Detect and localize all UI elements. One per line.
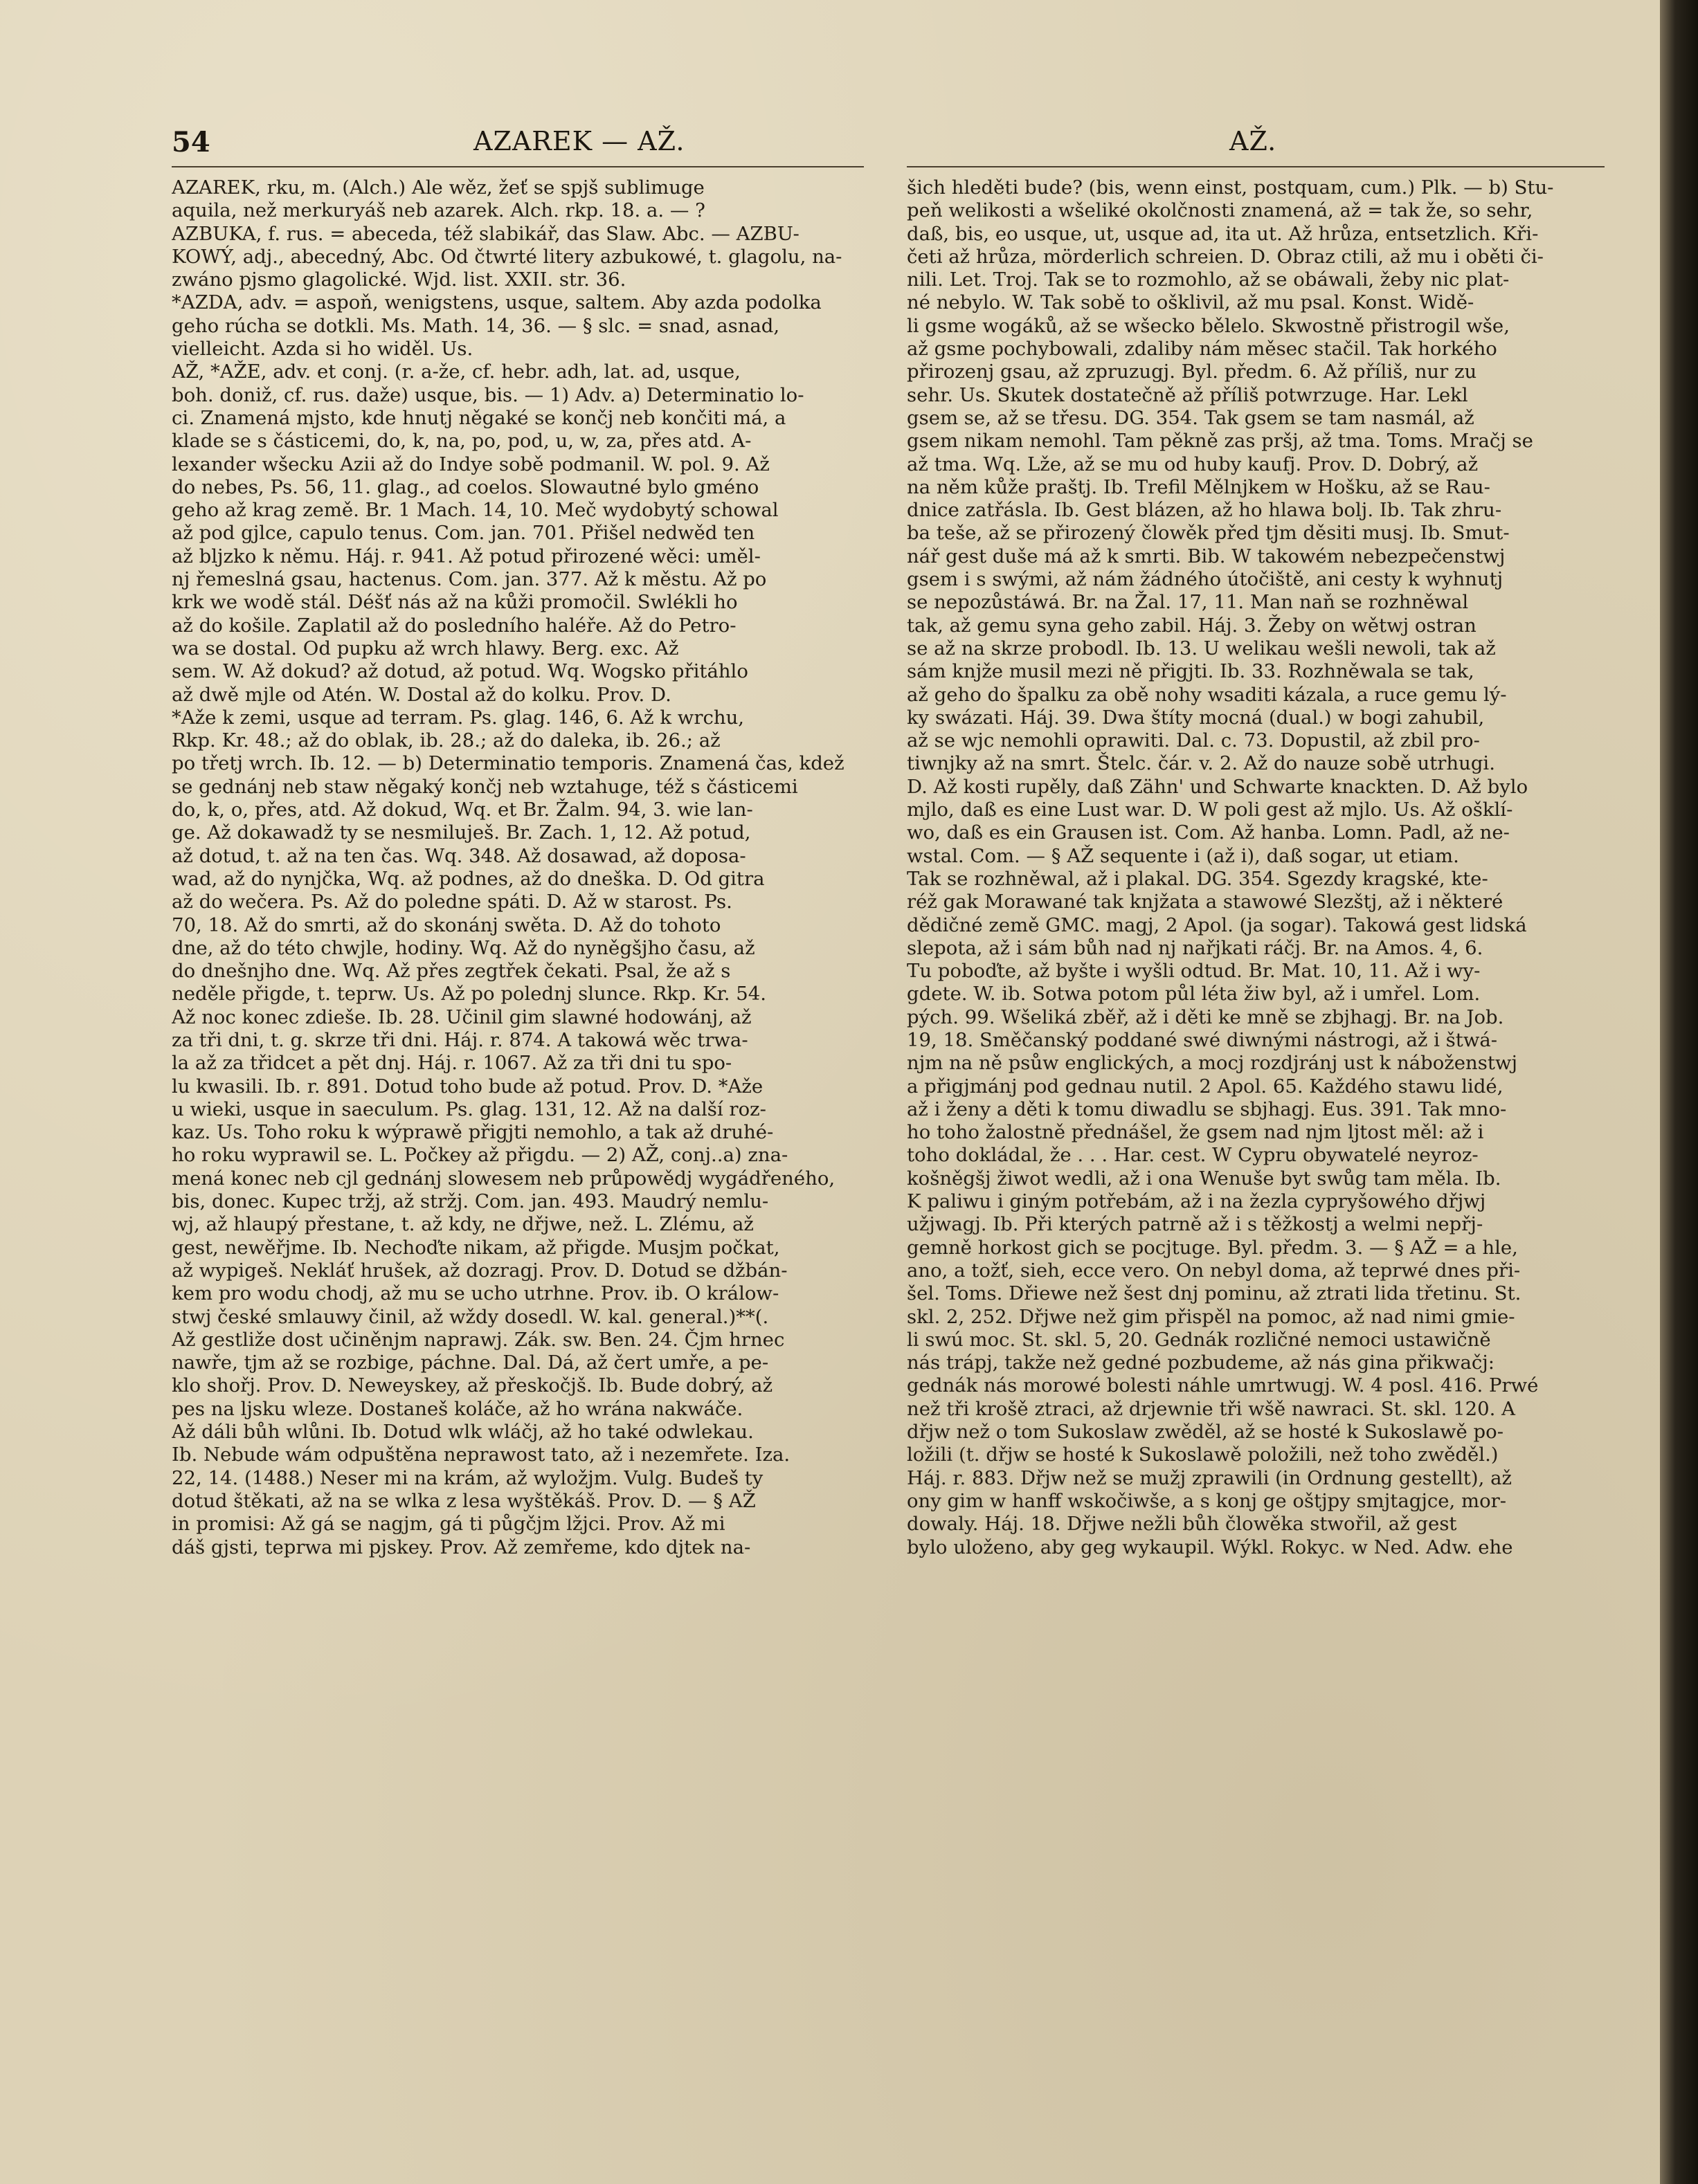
text-line: ci. Znamená mjsto, kde hnutj něgaké se končj neb končiti má, a	[172, 406, 786, 429]
text-line: Rkp. Kr. 48.; až do oblak, ib. 28.; až do daleka, ib. 26.; až	[172, 729, 721, 752]
text-line: njm na ně psůw englických, a mocj rozdjránj ust k náboženstwj	[907, 1052, 1517, 1075]
text-line: gsem se, až se třesu. DG. 354. Tak gsem se tam nasmál, až	[907, 406, 1474, 429]
text-line: až dwě mjle od Atén. W. Dostal až do kolku. Prov. D.	[172, 683, 671, 706]
text-line: než tři krošě ztraci, až drjewnie tři wšě nawraci. St. skl. 120. A	[907, 1397, 1515, 1420]
text-line: ho roku wyprawil se. L. Počkey až přigdu. — 2) AŽ, conj..a) zna-	[172, 1144, 788, 1167]
text-line: kem pro wodu chodj, až mu se ucho utrhne. Prov. ib. O králow-	[172, 1282, 779, 1305]
text-line: až tma. Wq. Lže, až se mu od huby kaufj. Prov. D. Dobrý, až	[907, 453, 1479, 475]
text-line: ba teše, až se přirozený člowěk před tjm děsiti musj. Ib. Smut-	[907, 522, 1510, 545]
text-line: se nepozůstáwá. Br. na Žal. 17, 11. Man naň se rozhněwal	[907, 591, 1469, 614]
text-line: po třetj wrch. Ib. 12. — b) Determinatio temporis. Znamená čas, kdež	[172, 752, 845, 775]
text-line: 70, 18. Až do smrti, až do skonánj swěta. D. Až do tohoto	[172, 913, 721, 936]
text-line: wo, daß es ein Grausen ist. Com. Až hanba. Lomn. Padl, až ne-	[907, 821, 1510, 844]
text-line: stwj české smlauwy činil, až wždy dosedl. W. kal. general.)**(.	[172, 1305, 769, 1328]
text-line: nawře, tjm až se rozbige, páchne. Dal. Dá, až čert umře, a pe-	[172, 1352, 769, 1374]
text-line: ložili (t. dřjw se hosté k Sukoslawě položili, než toho zwěděl.)	[907, 1444, 1499, 1466]
text-line: Až gestliže dost učiněnjm naprawj. Zák. sw. Ben. 24. Čjm hrnec	[172, 1328, 785, 1351]
text-line: tiwnjky až na smrt. Štelc. čár. v. 2. Až do nauze sobě utrhugi.	[907, 752, 1495, 775]
text-line: klo shořj. Prov. D. Neweyskey, až přeskočjš. Ib. Bude dobrý, až	[172, 1374, 773, 1397]
text-line: ge. Až dokawadž ty se nesmiluješ. Br. Zach. 1, 12. Až potud,	[172, 821, 751, 844]
text-line: tak, až gemu syna geho zabil. Háj. 3. Žeby on wětwj ostran	[907, 614, 1476, 637]
text-line: se gednánj neb staw něgaký končj neb wztahuge, též s částicemi	[172, 775, 798, 798]
text-line: až gsme pochybowali, zdaliby nám měsec stačil. Tak horkého	[907, 338, 1497, 361]
text-line: šel. Toms. Dřiewe než šest dnj pominu, až ztrati lida třetinu. St.	[907, 1282, 1521, 1305]
text-line: sehr. Us. Skutek dostatečně až příliš potwrzuge. Har. Lekl	[907, 383, 1468, 406]
text-line: aquila, než merkuryáš neb azarek. Alch. rkp. 18. a. — ?	[172, 199, 705, 222]
text-line: za tři dni, t. g. skrze tři dni. Háj. r. 874. A takowá wěc trwa-	[172, 1028, 748, 1051]
text-line: gsem i s swými, až nám žádného útočiště, ani cesty k wyhnutj	[907, 568, 1503, 591]
text-line: AŽ, *AŽE, adv. et conj. (r. a-že, cf. hebr. adh, lat. ad, usque,	[172, 361, 741, 383]
text-line: réž gak Morawané tak knjžata a stawowé Slezštj, až i některé	[907, 891, 1503, 913]
text-line: Až dáli bůh wlůni. Ib. Dotud wlk wláčj, až ho také odwlekau.	[172, 1421, 754, 1444]
text-line: se až na skrze probodl. Ib. 13. U welikau wešli newoli, tak až	[907, 637, 1496, 659]
text-line: AZAREK, rku, m. (Alch.) Ale wěz, žeť se spjš sublimuge	[172, 176, 705, 199]
text-line: bis, donec. Kupec tržj, až stržj. Com. jan. 493. Maudrý nemlu-	[172, 1190, 769, 1213]
text-line: dáš gjsti, teprwa mi pjskey. Prov. Až zemřeme, kdo djtek na-	[172, 1536, 751, 1558]
text-line: toho dokládal, že . . . Har. cest. W Cypru obywatelé neyroz-	[907, 1144, 1479, 1167]
text-line: AZBUKA, f. rus. = abeceda, též slabikář, das Slaw. Abc. — AZBU-	[172, 222, 800, 245]
text-line: dne, až do této chwjle, hodiny. Wq. Až do nyněgšjho času, až	[172, 936, 755, 959]
running-head-left: AZAREK — AŽ.	[473, 126, 685, 156]
text-line: a přigjmánj pod gednau nutil. 2 Apol. 65. Každého stawu lidé,	[907, 1075, 1503, 1098]
text-line: přirozenj gsau, až zpruzugj. Byl. předm. 6. Až příliš, nur zu	[907, 361, 1477, 383]
text-column-right	[907, 176, 1605, 2086]
text-line: až pod gjlce, capulo tenus. Com. jan. 701. Přišel nedwěd ten	[172, 522, 755, 545]
text-line: geho až krag země. Br. 1 Mach. 14, 10. Meč wydobytý schowal	[172, 499, 779, 522]
text-line: mjlo, daß es eine Lust war. D. W poli gest až mjlo. Us. Až ošklí-	[907, 799, 1513, 821]
text-line: do nebes, Ps. 56, 11. glag., ad coelos. Slowautné bylo gméno	[172, 475, 759, 498]
text-line: gsem nikam nemohl. Tam pěkně zas pršj, až tma. Toms. Mračj se	[907, 430, 1533, 453]
text-line: až geho do špalku za obě nohy wsaditi kázala, a ruce gemu lý-	[907, 683, 1507, 706]
text-line: dnice zatřásla. Ib. Gest blázen, až ho hlawa bolj. Ib. Tak zhru-	[907, 499, 1502, 522]
text-line: zwáno pjsmo glagolické. Wjd. list. XXII. str. 36.	[172, 269, 626, 291]
text-line: Tu poboďte, až byšte i wyšli odtud. Br. Mat. 10, 11. Až i wy-	[907, 960, 1481, 983]
text-line: košněgšj žiwot wedli, až i ona Wenuše byt swůg tam měla. Ib.	[907, 1167, 1501, 1190]
text-line: neděle přigde, t. teprw. Us. Až po polednj slunce. Rkp. Kr. 54.	[172, 983, 766, 1005]
text-line: užjwagj. Ib. Při kterých patrně až i s těžkostj a welmi nepřj-	[907, 1213, 1483, 1236]
text-line: Ib. Nebude wám odpuštěna neprawost tato, až i nezemřete. Iza.	[172, 1444, 791, 1466]
text-line: až bljzko k němu. Háj. r. 941. Až potud přirozené wěci: uměl-	[172, 545, 761, 567]
text-line: až do košile. Zaplatil až do posledního haléře. Až do Petro-	[172, 614, 737, 637]
text-line: na něm kůže praštj. Ib. Trefil Mělnjkem w Hošku, až se Rau-	[907, 475, 1490, 498]
text-line: wj, až hlaupý přestane, t. až kdy, ne dřjwe, než. L. Zlému, až	[172, 1213, 754, 1236]
text-line: četi až hrůza, mörderlich schreien. D. Obraz ctili, až mu i oběti či-	[907, 245, 1544, 268]
text-line: u wieki, usque in saeculum. Ps. glag. 131, 12. Až na další roz-	[172, 1098, 766, 1120]
text-line: nář gest duše má až k smrti. Bib. W takowém nebezpečenstwj	[907, 545, 1506, 567]
text-line: dotud štěkati, až na se wlka z lesa wyštěkáš. Prov. D. — § AŽ	[172, 1489, 756, 1512]
text-line: až dotud, t. až na ten čas. Wq. 348. Až dosawad, až doposa-	[172, 844, 746, 867]
text-line: nj řemeslná gsau, hactenus. Com. jan. 377. Až k městu. Až po	[172, 568, 767, 591]
text-line: né nebylo. W. Tak sobě to ošklivil, až mu psal. Konst. Widě-	[907, 291, 1474, 314]
text-line: peň welikosti a wšeliké okolčnosti znamená, až = tak že, so sehr,	[907, 199, 1533, 222]
text-line: sám knjže musil mezi ně přigjti. Ib. 33. Rozhněwala se tak,	[907, 660, 1474, 683]
text-line: do dnešnjho dne. Wq. Až přes zegtřek čekati. Psal, že až s	[172, 960, 731, 983]
text-line: nili. Let. Troj. Tak se to rozmohlo, až se obáwali, žeby nic plat-	[907, 269, 1510, 291]
text-line: dědičné země GMC. magj, 2 Apol. (ja sogar). Takowá gest lidská	[907, 913, 1527, 936]
text-line: 22, 14. (1488.) Neser mi na krám, až wyložjm. Vulg. Budeš ty	[172, 1466, 764, 1489]
text-line: gest, newěřjme. Ib. Nechoďte nikam, až přigde. Musjm počkat,	[172, 1236, 780, 1259]
text-line: krk we wodě stál. Déšť nás až na kůži promočil. Swlékli ho	[172, 591, 738, 614]
text-line: K paliwu i giným potřebám, až i na žezla cypryšowého dřjwj	[907, 1190, 1486, 1213]
text-line: 19, 18. Směčanský poddané swé diwnými nástrogi, až i štwá-	[907, 1028, 1498, 1051]
header-rule-right	[907, 166, 1605, 167]
text-line: Až noc konec zdieše. Ib. 28. Učinil gim slawné hodowánj, až	[172, 1005, 752, 1028]
text-line: dřjw než o tom Sukoslaw zwěděl, až se hosté k Sukoslawě po-	[907, 1421, 1503, 1444]
text-line: až wypigeš. Nekláť hrušek, až dozragj. Prov. D. Dotud se džbán-	[172, 1259, 788, 1282]
text-line: dowaly. Háj. 18. Dřjwe nežli bůh člowěka stwořil, až gest	[907, 1513, 1457, 1536]
text-line: vielleicht. Azda si ho widěl. Us.	[172, 338, 473, 361]
text-line: boh. doniž, cf. rus. daže) usque, bis. — 1) Adv. a) Determinatio lo-	[172, 383, 804, 406]
page-number: 54	[172, 126, 210, 158]
text-line: ky swázati. Háj. 39. Dwa štíty mocná (dual.) w bogi zahubil,	[907, 706, 1485, 729]
text-line: bylo uloženo, aby geg wykaupil. Wýkl. Rokyc. w Ned. Adw. ehe	[907, 1536, 1513, 1558]
text-line: *AZDA, adv. = aspoň, wenigstens, usque, saltem. Aby azda podolka	[172, 291, 822, 314]
text-line: ony gim w hanff wskočiwše, a s konj ge oštjpy smjtagjce, mor-	[907, 1489, 1507, 1512]
text-line: až se wjc nemohli oprawiti. Dal. c. 73. Dopustil, až zbil pro-	[907, 729, 1480, 752]
text-line: až i ženy a děti k tomu diwadlu se sbjhagj. Eus. 391. Tak mno-	[907, 1098, 1507, 1120]
text-line: KOWÝ, adj., abecedný, Abc. Od čtwrté litery azbukowé, t. glagolu, na-	[172, 245, 842, 268]
text-line: Tak se rozhněwal, až i plakal. DG. 354. Sgezdy kragské, kte-	[907, 867, 1488, 890]
text-line: wa se dostal. Od pupku až wrch hlawy. Berg. exc. Až	[172, 637, 679, 659]
text-column-left	[172, 176, 864, 2086]
running-head-right: AŽ.	[1229, 126, 1277, 156]
text-line: slepota, až i sám bůh nad nj nařjkati ráčj. Br. na Amos. 4, 6.	[907, 936, 1483, 959]
text-line: pých. 99. Wšeliká zběř, až i děti ke mně se zbjhagj. Br. na Job.	[907, 1005, 1504, 1028]
text-line: sem. W. Až dokud? až dotud, až potud. Wq. Wogsko přitáhlo	[172, 660, 748, 683]
text-line: mená konec neb cjl gednánj slowesem neb průpowědj wygádřeného,	[172, 1167, 836, 1190]
text-line: kaz. Us. Toho roku k wýprawě přigjti nemohlo, a tak až druhé-	[172, 1121, 774, 1144]
text-line: skl. 2, 252. Dřjwe než gim přispěl na pomoc, až nad nimi gmie-	[907, 1305, 1515, 1328]
header-rule-left	[172, 166, 864, 167]
text-line: šich hleděti bude? (bis, wenn einst, postquam, cum.) Plk. — b) Stu-	[907, 176, 1554, 199]
text-line: li swú moc. St. skl. 5, 20. Gednák rozličné nemoci ustawičně	[907, 1328, 1491, 1351]
text-line: ano, a tožť, sieh, ecce vero. On nebyl doma, až teprwé dnes při-	[907, 1259, 1521, 1282]
text-line: wstal. Com. — § AŽ sequente i (až i), daß sogar, ut etiam.	[907, 844, 1459, 867]
text-line: wad, až do nynjčka, Wq. až podnes, až do dneška. D. Od gitra	[172, 867, 765, 890]
text-line: Háj. r. 883. Dřjw než se mužj zprawili (in Ordnung gestellt), až	[907, 1466, 1512, 1489]
text-line: D. Až kosti rupěly, daß Zähn' und Schwarte knackten. D. Až bylo	[907, 775, 1528, 798]
text-line: až do wečera. Ps. Až do poledne spáti. D. Až w starost. Ps.	[172, 891, 732, 913]
text-line: ho toho žalostně přednášel, že gsem nad njm ljtost měl: až i	[907, 1121, 1484, 1144]
text-line: la až za třidcet a pět dnj. Háj. r. 1067. Až za tři dni tu spo-	[172, 1052, 732, 1075]
text-line: gdete. W. ib. Sotwa potom půl léta žiw byl, až i umřel. Lom.	[907, 983, 1481, 1005]
text-line: gednák nás morowé bolesti náhle umrtwugj. W. 4 posl. 416. Prwé	[907, 1374, 1539, 1397]
text-line: lexander wšecku Azii až do Indye sobě podmanil. W. pol. 9. Až	[172, 453, 770, 475]
text-line: klade se s částicemi, do, k, na, po, pod, u, w, za, přes atd. A-	[172, 430, 752, 453]
text-line: lu kwasili. Ib. r. 891. Dotud toho bude až potud. Prov. D. *Aže	[172, 1075, 764, 1098]
text-line: *Aže k zemi, usque ad terram. Ps. glag. 146, 6. Až k wrchu,	[172, 706, 745, 729]
text-line: gemně horkost gich se pocjtuge. Byl. předm. 3. — § AŽ = a hle,	[907, 1236, 1518, 1259]
text-line: do, k, o, přes, atd. Až dokud, Wq. et Br. Žalm. 94, 3. wie lan-	[172, 799, 753, 821]
text-line: in promisi: Až gá se nagjm, gá ti půgčjm lžjci. Prov. Až mi	[172, 1513, 725, 1536]
text-line: daß, bis, eo usque, ut, usque ad, ita ut. Až hrůza, entsetzlich. Kři-	[907, 222, 1539, 245]
text-line: geho rúcha se dotkli. Ms. Math. 14, 36. — § slc. = snad, asnad,	[172, 314, 780, 337]
text-line: li gsme wogáků, až se wšecko bělelo. Skwostně přistrogil wše,	[907, 314, 1510, 337]
text-line: nás trápj, takže než gedné pozbudeme, až nás gina přikwačj:	[907, 1352, 1495, 1374]
book-spine-edge	[1660, 0, 1698, 2184]
text-line: pes na ljsku wleze. Dostaneš koláče, až ho wrána nakwáče.	[172, 1397, 743, 1420]
